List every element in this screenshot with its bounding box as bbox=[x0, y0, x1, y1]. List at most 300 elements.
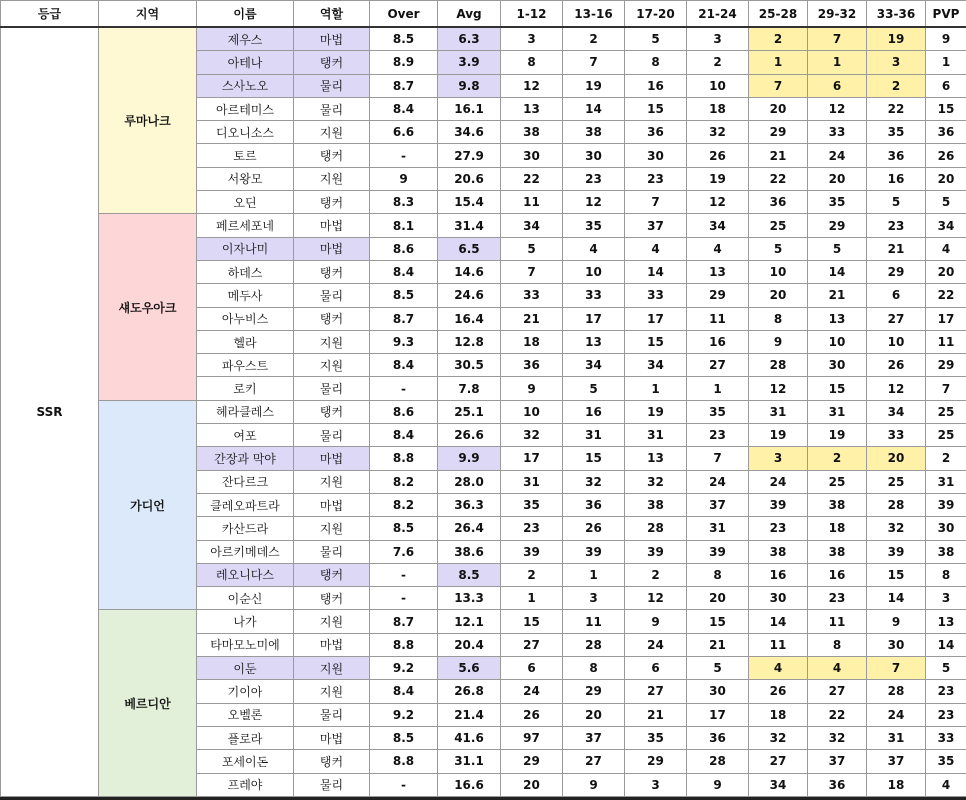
stage-rank-cell: 24 bbox=[501, 680, 563, 703]
stage-rank-cell: 7 bbox=[867, 657, 926, 680]
stage-rank-cell: 25 bbox=[926, 424, 966, 447]
stage-rank-cell: 26 bbox=[926, 144, 966, 167]
stage-rank-cell: 15 bbox=[501, 610, 563, 633]
stage-rank-cell: 9 bbox=[501, 377, 563, 400]
column-header[interactable]: 이름 bbox=[197, 1, 294, 28]
stage-rank-cell: 4 bbox=[749, 657, 808, 680]
stage-rank-cell: 21 bbox=[749, 144, 808, 167]
stage-rank-cell: 26 bbox=[501, 703, 563, 726]
stage-rank-cell: 28 bbox=[687, 750, 749, 773]
over-score-cell: 6.6 bbox=[370, 121, 438, 144]
stage-rank-cell: 13 bbox=[563, 330, 625, 353]
stage-rank-cell: 9 bbox=[867, 610, 926, 633]
stage-rank-cell: 9 bbox=[926, 27, 966, 51]
stage-rank-cell: 11 bbox=[501, 191, 563, 214]
stage-rank-cell: 34 bbox=[625, 354, 687, 377]
stage-rank-cell: 1 bbox=[501, 587, 563, 610]
stage-rank-cell: 36 bbox=[926, 121, 966, 144]
stage-rank-cell: 2 bbox=[501, 563, 563, 586]
avg-score-cell: 41.6 bbox=[438, 726, 501, 749]
avg-score-cell: 20.6 bbox=[438, 167, 501, 190]
column-header[interactable]: Over bbox=[370, 1, 438, 28]
column-header[interactable]: 21-24 bbox=[687, 1, 749, 28]
stage-rank-cell: 25 bbox=[867, 470, 926, 493]
stage-rank-cell: 36 bbox=[749, 191, 808, 214]
stage-rank-cell: 28 bbox=[625, 517, 687, 540]
stage-rank-cell: 1 bbox=[625, 377, 687, 400]
stage-rank-cell: 34 bbox=[501, 214, 563, 237]
avg-score-cell: 12.8 bbox=[438, 330, 501, 353]
stage-rank-cell: 29 bbox=[687, 284, 749, 307]
role-cell: 지원 bbox=[294, 354, 370, 377]
table-body bbox=[1, 27, 966, 796]
stage-rank-cell: 3 bbox=[749, 447, 808, 470]
stage-rank-cell: 23 bbox=[563, 167, 625, 190]
stage-rank-cell: 10 bbox=[501, 400, 563, 423]
stage-rank-cell: 10 bbox=[749, 260, 808, 283]
avg-score-cell: 16.1 bbox=[438, 97, 501, 120]
stage-rank-cell: 13 bbox=[625, 447, 687, 470]
avg-score-cell: 5.6 bbox=[438, 657, 501, 680]
name-cell: 오딘 bbox=[197, 191, 294, 214]
stage-rank-cell: 18 bbox=[867, 773, 926, 796]
stage-rank-cell: 14 bbox=[808, 260, 867, 283]
column-header[interactable]: 33-36 bbox=[867, 1, 926, 28]
name-cell: 파우스트 bbox=[197, 354, 294, 377]
avg-score-cell: 38.6 bbox=[438, 540, 501, 563]
stage-rank-cell: 33 bbox=[867, 424, 926, 447]
role-cell: 탱커 bbox=[294, 260, 370, 283]
stage-rank-cell: 19 bbox=[687, 167, 749, 190]
stage-rank-cell: 37 bbox=[867, 750, 926, 773]
stage-rank-cell: 34 bbox=[563, 354, 625, 377]
role-cell: 탱커 bbox=[294, 563, 370, 586]
avg-score-cell: 26.8 bbox=[438, 680, 501, 703]
stage-rank-cell: 4 bbox=[625, 237, 687, 260]
stage-rank-cell: 20 bbox=[926, 167, 966, 190]
role-cell: 마법 bbox=[294, 27, 370, 51]
stage-rank-cell: 3 bbox=[563, 587, 625, 610]
name-cell: 간장과 막야 bbox=[197, 447, 294, 470]
stage-rank-cell: 2 bbox=[808, 447, 867, 470]
stage-rank-cell: 17 bbox=[625, 307, 687, 330]
stage-rank-cell: 1 bbox=[749, 51, 808, 74]
stage-rank-cell: 32 bbox=[687, 121, 749, 144]
stage-rank-cell: 26 bbox=[687, 144, 749, 167]
role-cell: 지원 bbox=[294, 657, 370, 680]
stage-rank-cell: 31 bbox=[749, 400, 808, 423]
over-score-cell: 8.8 bbox=[370, 750, 438, 773]
over-score-cell: 8.7 bbox=[370, 610, 438, 633]
table-row bbox=[1, 27, 966, 51]
column-header[interactable]: Avg bbox=[438, 1, 501, 28]
stage-rank-cell: 1 bbox=[926, 51, 966, 74]
name-cell: 서왕모 bbox=[197, 167, 294, 190]
over-score-cell: 9.2 bbox=[370, 703, 438, 726]
over-score-cell: 7.6 bbox=[370, 540, 438, 563]
over-score-cell: 8.1 bbox=[370, 214, 438, 237]
avg-score-cell: 28.0 bbox=[438, 470, 501, 493]
stage-rank-cell: 31 bbox=[687, 517, 749, 540]
stage-rank-cell: 15 bbox=[563, 447, 625, 470]
role-cell: 물리 bbox=[294, 97, 370, 120]
stage-rank-cell: 9 bbox=[625, 610, 687, 633]
over-score-cell: 8.5 bbox=[370, 726, 438, 749]
stage-rank-cell: 22 bbox=[749, 167, 808, 190]
avg-score-cell: 20.4 bbox=[438, 633, 501, 656]
name-cell: 클레오파트라 bbox=[197, 493, 294, 516]
stage-rank-cell: 2 bbox=[687, 51, 749, 74]
stage-rank-cell: 3 bbox=[867, 51, 926, 74]
stage-rank-cell: 35 bbox=[867, 121, 926, 144]
name-cell: 타마모노미에 bbox=[197, 633, 294, 656]
stage-rank-cell: 29 bbox=[867, 260, 926, 283]
over-score-cell: 8.2 bbox=[370, 493, 438, 516]
role-cell: 탱커 bbox=[294, 144, 370, 167]
avg-score-cell: 31.4 bbox=[438, 214, 501, 237]
over-score-cell: 8.9 bbox=[370, 51, 438, 74]
stage-rank-cell: 7 bbox=[687, 447, 749, 470]
stage-rank-cell: 30 bbox=[625, 144, 687, 167]
avg-score-cell: 26.4 bbox=[438, 517, 501, 540]
region-cell: 루마나크 bbox=[99, 27, 197, 214]
name-cell: 레오니다스 bbox=[197, 563, 294, 586]
stage-rank-cell: 39 bbox=[625, 540, 687, 563]
stage-rank-cell: 27 bbox=[749, 750, 808, 773]
stage-rank-cell: 6 bbox=[867, 284, 926, 307]
stage-rank-cell: 5 bbox=[687, 657, 749, 680]
region-cell: 섀도우아크 bbox=[99, 214, 197, 400]
name-cell: 아르테미스 bbox=[197, 97, 294, 120]
role-cell: 지원 bbox=[294, 167, 370, 190]
over-score-cell: 8.7 bbox=[370, 307, 438, 330]
stage-rank-cell: 24 bbox=[808, 144, 867, 167]
name-cell: 나가 bbox=[197, 610, 294, 633]
column-header[interactable]: 역할 bbox=[294, 1, 370, 28]
avg-score-cell: 3.9 bbox=[438, 51, 501, 74]
stage-rank-cell: 10 bbox=[687, 74, 749, 97]
stage-rank-cell: 20 bbox=[808, 167, 867, 190]
stage-rank-cell: 34 bbox=[867, 400, 926, 423]
stage-rank-cell: 28 bbox=[749, 354, 808, 377]
stage-rank-cell: 20 bbox=[501, 773, 563, 796]
column-header[interactable]: 지역 bbox=[99, 1, 197, 28]
over-score-cell: - bbox=[370, 377, 438, 400]
stage-rank-cell: 10 bbox=[867, 330, 926, 353]
stage-rank-cell: 19 bbox=[808, 424, 867, 447]
role-cell: 지원 bbox=[294, 121, 370, 144]
stage-rank-cell: 2 bbox=[563, 27, 625, 51]
stage-rank-cell: 18 bbox=[749, 703, 808, 726]
role-cell: 탱커 bbox=[294, 307, 370, 330]
stage-rank-cell: 5 bbox=[926, 657, 966, 680]
stage-rank-cell: 16 bbox=[867, 167, 926, 190]
stage-rank-cell: 29 bbox=[625, 750, 687, 773]
stage-rank-cell: 8 bbox=[687, 563, 749, 586]
stage-rank-cell: 9 bbox=[687, 773, 749, 796]
stage-rank-cell: 27 bbox=[687, 354, 749, 377]
stage-rank-cell: 4 bbox=[808, 657, 867, 680]
stage-rank-cell: 21 bbox=[501, 307, 563, 330]
stage-rank-cell: 34 bbox=[926, 214, 966, 237]
stage-rank-cell: 36 bbox=[563, 493, 625, 516]
name-cell: 디오니소스 bbox=[197, 121, 294, 144]
over-score-cell: 8.6 bbox=[370, 237, 438, 260]
stage-rank-cell: 29 bbox=[808, 214, 867, 237]
stage-rank-cell: 1 bbox=[687, 377, 749, 400]
avg-score-cell: 15.4 bbox=[438, 191, 501, 214]
stage-rank-cell: 15 bbox=[808, 377, 867, 400]
stage-rank-cell: 6 bbox=[501, 657, 563, 680]
stage-rank-cell: 35 bbox=[625, 726, 687, 749]
stage-rank-cell: 15 bbox=[687, 610, 749, 633]
name-cell: 잔다르크 bbox=[197, 470, 294, 493]
role-cell: 물리 bbox=[294, 540, 370, 563]
role-cell: 지원 bbox=[294, 610, 370, 633]
stage-rank-cell: 35 bbox=[501, 493, 563, 516]
stage-rank-cell: 8 bbox=[563, 657, 625, 680]
stage-rank-cell: 33 bbox=[808, 121, 867, 144]
stage-rank-cell: 18 bbox=[687, 97, 749, 120]
stage-rank-cell: 12 bbox=[625, 587, 687, 610]
stage-rank-cell: 3 bbox=[687, 27, 749, 51]
name-cell: 기이아 bbox=[197, 680, 294, 703]
stage-rank-cell: 3 bbox=[625, 773, 687, 796]
name-cell: 헤라클레스 bbox=[197, 400, 294, 423]
grade-cell: SSR bbox=[1, 27, 99, 796]
avg-score-cell: 24.6 bbox=[438, 284, 501, 307]
stage-rank-cell: 30 bbox=[563, 144, 625, 167]
role-cell: 마법 bbox=[294, 447, 370, 470]
role-cell: 탱커 bbox=[294, 750, 370, 773]
name-cell: 이자나미 bbox=[197, 237, 294, 260]
stage-rank-cell: 33 bbox=[563, 284, 625, 307]
name-cell: 아누비스 bbox=[197, 307, 294, 330]
column-header[interactable]: 29-32 bbox=[808, 1, 867, 28]
name-cell: 메두사 bbox=[197, 284, 294, 307]
stage-rank-cell: 7 bbox=[625, 191, 687, 214]
stage-rank-cell: 15 bbox=[926, 97, 966, 120]
stage-rank-cell: 31 bbox=[625, 424, 687, 447]
name-cell: 플로라 bbox=[197, 726, 294, 749]
stage-rank-cell: 8 bbox=[808, 633, 867, 656]
stage-rank-cell: 23 bbox=[926, 680, 966, 703]
column-header[interactable]: 등급 bbox=[1, 1, 99, 28]
stage-rank-cell: 30 bbox=[687, 680, 749, 703]
column-header[interactable]: 25-28 bbox=[749, 1, 808, 28]
stage-rank-cell: 32 bbox=[501, 424, 563, 447]
stage-rank-cell: 38 bbox=[563, 121, 625, 144]
stage-rank-cell: 30 bbox=[749, 587, 808, 610]
role-cell: 지원 bbox=[294, 470, 370, 493]
stage-rank-cell: 19 bbox=[749, 424, 808, 447]
over-score-cell: 9 bbox=[370, 167, 438, 190]
stage-rank-cell: 23 bbox=[926, 703, 966, 726]
stage-rank-cell: 11 bbox=[926, 330, 966, 353]
column-header[interactable]: 13-16 bbox=[563, 1, 625, 28]
stage-rank-cell: 5 bbox=[749, 237, 808, 260]
stage-rank-cell: 5 bbox=[563, 377, 625, 400]
avg-score-cell: 21.4 bbox=[438, 703, 501, 726]
role-cell: 물리 bbox=[294, 74, 370, 97]
stage-rank-cell: 16 bbox=[625, 74, 687, 97]
stage-rank-cell: 11 bbox=[749, 633, 808, 656]
avg-score-cell: 13.3 bbox=[438, 587, 501, 610]
stage-rank-cell: 21 bbox=[867, 237, 926, 260]
name-cell: 오벨론 bbox=[197, 703, 294, 726]
table-row bbox=[1, 214, 966, 237]
over-score-cell: 8.2 bbox=[370, 470, 438, 493]
over-score-cell: - bbox=[370, 144, 438, 167]
stage-rank-cell: 27 bbox=[501, 633, 563, 656]
stage-rank-cell: 8 bbox=[501, 51, 563, 74]
stage-rank-cell: 20 bbox=[926, 260, 966, 283]
name-cell: 토르 bbox=[197, 144, 294, 167]
stage-rank-cell: 31 bbox=[926, 470, 966, 493]
avg-score-cell: 31.1 bbox=[438, 750, 501, 773]
stage-rank-cell: 33 bbox=[625, 284, 687, 307]
stage-rank-cell: 33 bbox=[501, 284, 563, 307]
stage-rank-cell: 38 bbox=[926, 540, 966, 563]
stage-rank-cell: 22 bbox=[926, 284, 966, 307]
stage-rank-cell: 32 bbox=[808, 726, 867, 749]
stage-rank-cell: 11 bbox=[808, 610, 867, 633]
header-row bbox=[1, 1, 966, 28]
stage-rank-cell: 24 bbox=[687, 470, 749, 493]
over-score-cell: 8.3 bbox=[370, 191, 438, 214]
stage-rank-cell: 19 bbox=[867, 27, 926, 51]
stage-rank-cell: 27 bbox=[625, 680, 687, 703]
stage-rank-cell: 5 bbox=[501, 237, 563, 260]
stage-rank-cell: 29 bbox=[563, 680, 625, 703]
role-cell: 물리 bbox=[294, 377, 370, 400]
stage-rank-cell: 19 bbox=[625, 400, 687, 423]
stage-rank-cell: 4 bbox=[926, 237, 966, 260]
stage-rank-cell: 25 bbox=[749, 214, 808, 237]
stage-rank-cell: 13 bbox=[687, 260, 749, 283]
over-score-cell: 9.2 bbox=[370, 657, 438, 680]
stage-rank-cell: 5 bbox=[625, 27, 687, 51]
over-score-cell: 8.4 bbox=[370, 260, 438, 283]
stage-rank-cell: 1 bbox=[808, 51, 867, 74]
stage-rank-cell: 39 bbox=[501, 540, 563, 563]
stage-rank-cell: 35 bbox=[926, 750, 966, 773]
over-score-cell: 8.4 bbox=[370, 354, 438, 377]
stage-rank-cell: 24 bbox=[625, 633, 687, 656]
stage-rank-cell: 4 bbox=[563, 237, 625, 260]
avg-score-cell: 14.6 bbox=[438, 260, 501, 283]
stage-rank-cell: 21 bbox=[808, 284, 867, 307]
region-cell: 가디언 bbox=[99, 400, 197, 610]
stage-rank-cell: 1 bbox=[563, 563, 625, 586]
stage-rank-cell: 23 bbox=[808, 587, 867, 610]
avg-score-cell: 25.1 bbox=[438, 400, 501, 423]
stage-rank-cell: 7 bbox=[749, 74, 808, 97]
over-score-cell: 8.4 bbox=[370, 680, 438, 703]
stage-rank-cell: 30 bbox=[926, 517, 966, 540]
stage-rank-cell: 32 bbox=[749, 726, 808, 749]
stage-rank-cell: 10 bbox=[563, 260, 625, 283]
role-cell: 마법 bbox=[294, 214, 370, 237]
stage-rank-cell: 18 bbox=[808, 517, 867, 540]
stage-rank-cell: 31 bbox=[808, 400, 867, 423]
stage-rank-cell: 38 bbox=[625, 493, 687, 516]
name-cell: 로키 bbox=[197, 377, 294, 400]
column-header[interactable]: 1-12 bbox=[501, 1, 563, 28]
over-score-cell: 8.4 bbox=[370, 424, 438, 447]
stage-rank-cell: 19 bbox=[563, 74, 625, 97]
stage-rank-cell: 25 bbox=[808, 470, 867, 493]
over-score-cell: 8.4 bbox=[370, 97, 438, 120]
stage-rank-cell: 31 bbox=[501, 470, 563, 493]
stage-rank-cell: 24 bbox=[749, 470, 808, 493]
stage-rank-cell: 39 bbox=[867, 540, 926, 563]
stage-rank-cell: 23 bbox=[687, 424, 749, 447]
stage-rank-cell: 26 bbox=[867, 354, 926, 377]
stage-rank-cell: 30 bbox=[808, 354, 867, 377]
stage-rank-cell: 14 bbox=[563, 97, 625, 120]
stage-rank-cell: 16 bbox=[749, 563, 808, 586]
column-header[interactable]: PVP bbox=[926, 1, 966, 28]
stage-rank-cell: 36 bbox=[501, 354, 563, 377]
name-cell: 하데스 bbox=[197, 260, 294, 283]
stage-rank-cell: 13 bbox=[926, 610, 966, 633]
stage-rank-cell: 15 bbox=[625, 97, 687, 120]
stage-rank-cell: 22 bbox=[867, 97, 926, 120]
stage-rank-cell: 38 bbox=[749, 540, 808, 563]
name-cell: 카산드라 bbox=[197, 517, 294, 540]
stage-rank-cell: 39 bbox=[687, 540, 749, 563]
stage-rank-cell: 5 bbox=[867, 191, 926, 214]
stage-rank-cell: 26 bbox=[563, 517, 625, 540]
stage-rank-cell: 37 bbox=[808, 750, 867, 773]
role-cell: 지원 bbox=[294, 517, 370, 540]
stage-rank-cell: 17 bbox=[501, 447, 563, 470]
over-score-cell: - bbox=[370, 563, 438, 586]
column-header[interactable]: 17-20 bbox=[625, 1, 687, 28]
table-row bbox=[1, 610, 966, 633]
avg-score-cell: 26.6 bbox=[438, 424, 501, 447]
stage-rank-cell: 15 bbox=[625, 330, 687, 353]
over-score-cell: 8.5 bbox=[370, 517, 438, 540]
stage-rank-cell: 36 bbox=[625, 121, 687, 144]
avg-score-cell: 30.5 bbox=[438, 354, 501, 377]
stage-rank-cell: 12 bbox=[749, 377, 808, 400]
stage-rank-cell: 34 bbox=[687, 214, 749, 237]
stage-rank-cell: 30 bbox=[867, 633, 926, 656]
region-cell: 베르디안 bbox=[99, 610, 197, 796]
stage-rank-cell: 20 bbox=[749, 97, 808, 120]
role-cell: 마법 bbox=[294, 237, 370, 260]
stage-rank-cell: 35 bbox=[808, 191, 867, 214]
name-cell: 제우스 bbox=[197, 27, 294, 51]
stage-rank-cell: 9 bbox=[749, 330, 808, 353]
stage-rank-cell: 37 bbox=[687, 493, 749, 516]
stage-rank-cell: 17 bbox=[563, 307, 625, 330]
stage-rank-cell: 2 bbox=[625, 563, 687, 586]
stage-rank-cell: 17 bbox=[926, 307, 966, 330]
stage-rank-cell: 34 bbox=[749, 773, 808, 796]
stage-rank-cell: 13 bbox=[808, 307, 867, 330]
stage-rank-cell: 29 bbox=[926, 354, 966, 377]
stage-rank-cell: 8 bbox=[749, 307, 808, 330]
name-cell: 프레야 bbox=[197, 773, 294, 796]
stage-rank-cell: 37 bbox=[625, 214, 687, 237]
stage-rank-cell: 20 bbox=[563, 703, 625, 726]
stage-rank-cell: 7 bbox=[926, 377, 966, 400]
stage-rank-cell: 4 bbox=[687, 237, 749, 260]
stage-rank-cell: 20 bbox=[867, 447, 926, 470]
